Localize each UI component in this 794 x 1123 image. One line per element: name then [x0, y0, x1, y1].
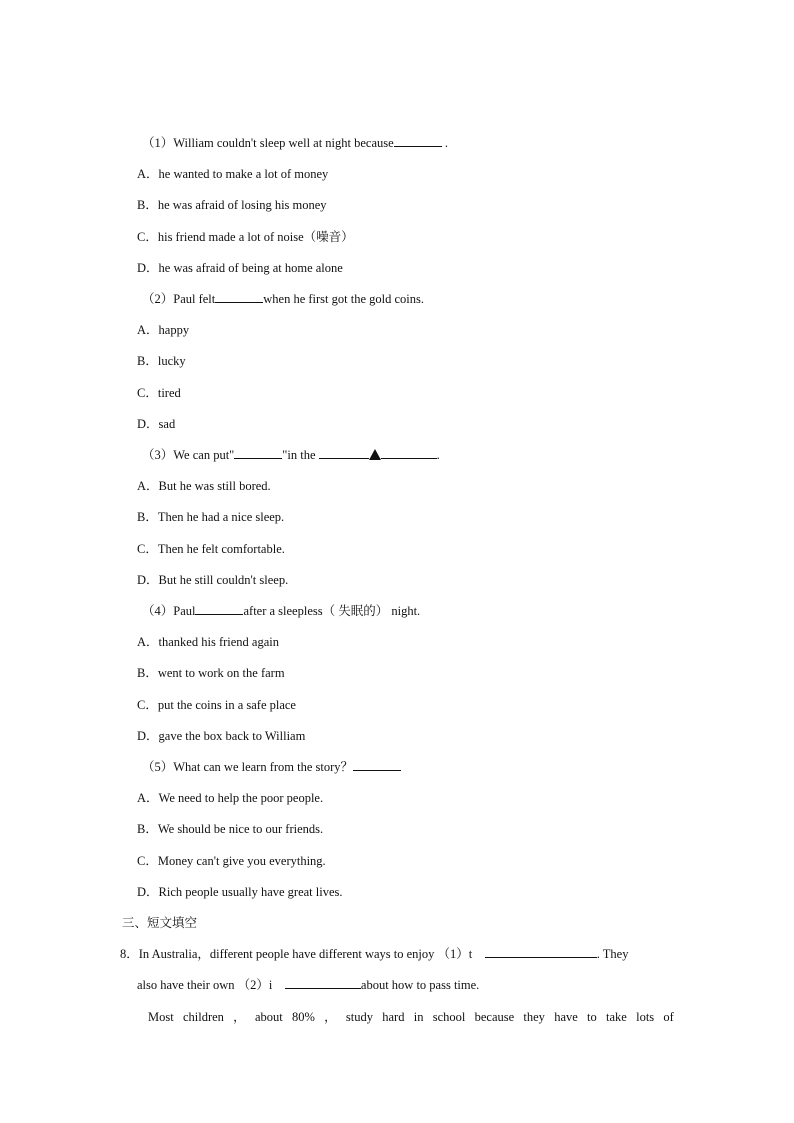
question-2-stem: （2）Paul felt when he first got the gold coins.: [142, 292, 425, 306]
answer-blank: [285, 977, 361, 989]
question-1-option-d: D．he was afraid of being at home alone: [137, 261, 343, 275]
question-1-option-a: A．he wanted to make a lot of money: [137, 167, 329, 181]
answer-blank: [381, 447, 437, 459]
question-4-stem: （4）Paul after a sleepless（ 失眠的） night.: [142, 604, 421, 618]
question-3-option-d: D．But he still couldn't sleep.: [137, 573, 289, 587]
answer-blank: [215, 291, 263, 303]
passage-line-3: Most children ， about 80% ， study hard in school because they have to take lots of: [148, 1010, 674, 1024]
question-1-stem: （1）William couldn't sleep well at night because .: [142, 136, 448, 150]
answer-blank: [485, 946, 597, 958]
question-2-option-d: D．sad: [137, 417, 176, 431]
question-5-option-d: D．Rich people usually have great lives.: [137, 885, 343, 899]
question-3-stem: （3）We can put" "in the .: [142, 448, 440, 462]
answer-blank: [195, 603, 243, 615]
question-1-option-b: B．he was afraid of losing his money: [137, 198, 327, 212]
answer-blank: [353, 759, 401, 771]
question-5-option-c: C．Money can't give you everything.: [137, 854, 326, 868]
question-5-stem: （5）What can we learn from the story？: [142, 759, 401, 775]
question-4-option-b: B．went to work on the farm: [137, 666, 285, 680]
question-5-option-b: B．We should be nice to our friends.: [137, 822, 324, 836]
answer-blank: [319, 447, 369, 459]
question-4-option-d: D．gave the box back to William: [137, 729, 306, 743]
question-4-option-a: A．thanked his friend again: [137, 635, 279, 649]
section-title: 三、短文填空: [122, 915, 198, 930]
question-2-option-c: C．tired: [137, 386, 181, 400]
passage-line-1: 8．In Australia，different people have different ways to enjoy （1）t . They: [120, 947, 629, 961]
triangle-marker-icon: [369, 449, 381, 460]
question-2-option-a: A．happy: [137, 323, 190, 337]
question-5-option-a: A．We need to help the poor people.: [137, 791, 324, 805]
passage-line-2: also have their own （2）i about how to pass time.: [137, 978, 480, 992]
answer-blank: [234, 447, 282, 459]
question-2-option-b: B．lucky: [137, 354, 186, 368]
question-3-option-b: B．Then he had a nice sleep.: [137, 510, 285, 524]
answer-blank: [394, 135, 442, 147]
question-3-option-a: A．But he was still bored.: [137, 479, 271, 493]
question-1-option-c: C．his friend made a lot of noise（噪音）: [137, 230, 354, 244]
question-4-option-c: C．put the coins in a safe place: [137, 698, 296, 712]
question-3-option-c: C．Then he felt comfortable.: [137, 542, 285, 556]
